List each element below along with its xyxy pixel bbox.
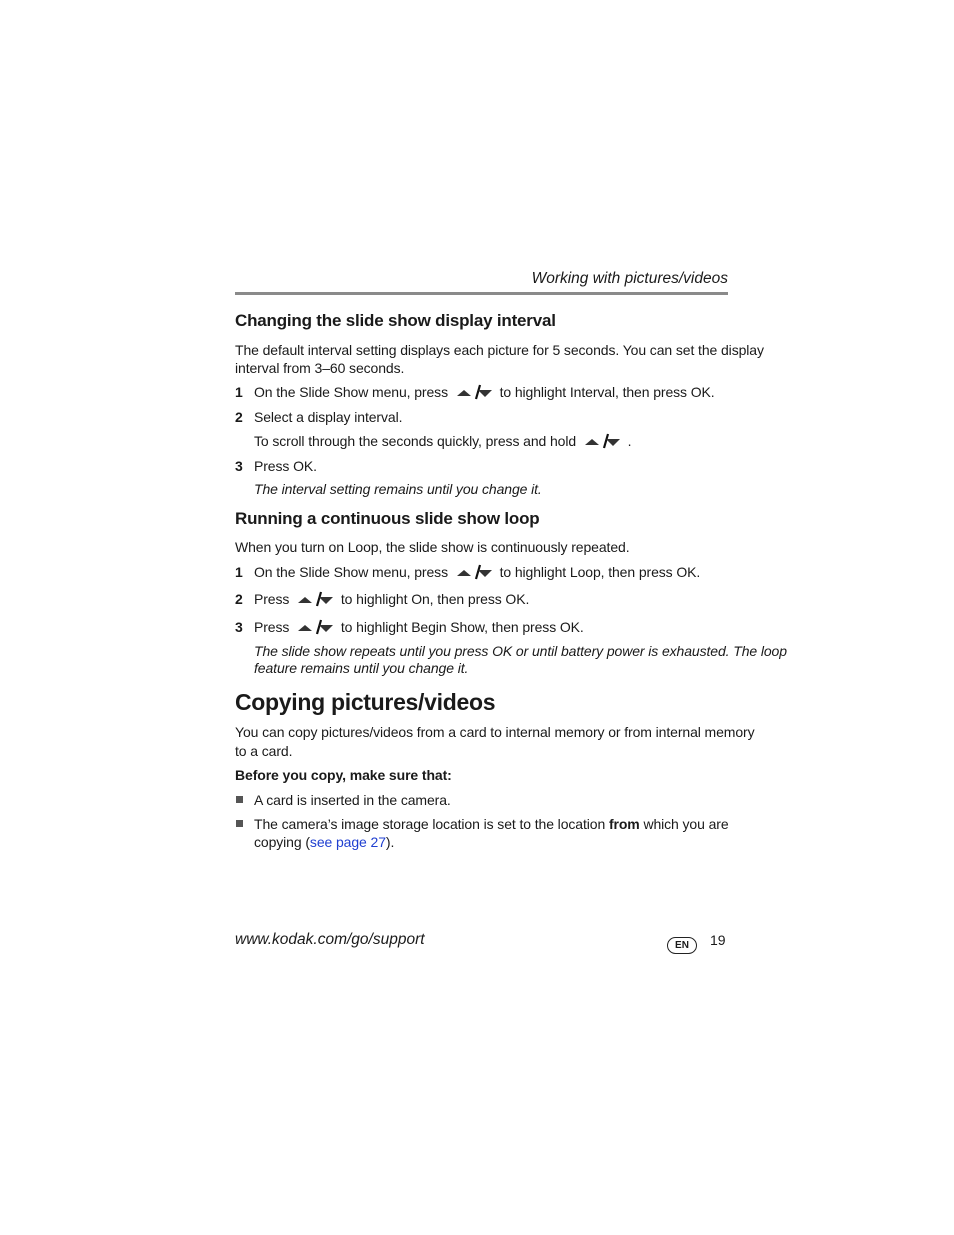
step-number: 2 xyxy=(235,409,243,425)
step-text: Press xyxy=(254,619,290,635)
section-heading-interval: Changing the slide show display interval xyxy=(235,311,556,330)
bullet-square-icon xyxy=(236,796,243,803)
step-text: Press xyxy=(254,591,290,607)
running-header: Working with pictures/videos xyxy=(531,270,728,287)
bullet-card-inserted: A card is inserted in the camera. xyxy=(254,792,451,808)
footer-url[interactable]: www.kodak.com/go/support xyxy=(235,931,425,948)
step-number: 1 xyxy=(235,384,243,400)
step-text: to highlight Interval, then press OK. xyxy=(499,384,715,400)
interval-step-2: Select a display interval. xyxy=(254,409,403,425)
up-down-arrows-icon xyxy=(297,591,333,611)
step-number: 1 xyxy=(235,564,243,580)
page-number: 19 xyxy=(710,932,726,948)
interval-step-3: Press OK. xyxy=(254,458,317,474)
step-number: 3 xyxy=(235,458,243,474)
bullet-bold-word: from xyxy=(608,816,640,832)
see-page-link[interactable]: see page 27 xyxy=(309,834,386,850)
copying-intro-line2: to a card. xyxy=(235,743,293,759)
copying-subheading: Before you copy, make sure that: xyxy=(235,767,452,783)
up-down-arrows-icon xyxy=(456,384,492,404)
loop-step-3 xyxy=(254,618,584,639)
language-badge: EN xyxy=(667,937,697,954)
copying-intro-line1: You can copy pictures/videos from a card to internal memory or from internal memory xyxy=(235,724,755,740)
bullet-text: ). xyxy=(385,834,395,850)
page-title-copying: Copying pictures/videos xyxy=(235,689,496,715)
bullet-text: copying ( xyxy=(254,834,310,850)
bullet-storage-line1 xyxy=(254,815,729,833)
loop-intro: When you turn on Loop, the slide show is continuously repeated. xyxy=(235,539,630,555)
tip-text: . xyxy=(627,433,632,449)
header-rule xyxy=(235,292,728,295)
step-text: On the Slide Show menu, press xyxy=(254,384,448,400)
loop-note-line2: feature remains until you change it. xyxy=(254,660,469,676)
step-text: to highlight Loop, then press OK. xyxy=(499,564,701,580)
tip-text: To scroll through the seconds quickly, press and hold xyxy=(254,433,577,449)
section-heading-loop: Running a continuous slide show loop xyxy=(235,509,540,528)
scroll-tip xyxy=(254,432,631,453)
step-text: to highlight On, then press OK. xyxy=(340,591,530,607)
bullet-text: which you are xyxy=(643,816,729,832)
interval-intro-line2: interval from 3–60 seconds. xyxy=(235,360,405,376)
bullet-storage-line2 xyxy=(254,833,394,851)
step-number: 2 xyxy=(235,591,243,607)
step-number: 3 xyxy=(235,619,243,635)
step-text: to highlight Begin Show, then press OK. xyxy=(340,619,584,635)
interval-step-1 xyxy=(254,383,715,404)
loop-step-2 xyxy=(254,590,529,611)
loop-step-1 xyxy=(254,563,700,584)
bullet-text: The camera’s image storage location is set to the location xyxy=(254,816,606,832)
up-down-arrows-icon xyxy=(297,619,333,639)
step-text: On the Slide Show menu, press xyxy=(254,564,448,580)
interval-note: The interval setting remains until you change it. xyxy=(254,481,542,497)
loop-note-line1: The slide show repeats until you press OK or until battery power is exhausted. The loop xyxy=(254,643,787,659)
bullet-square-icon xyxy=(236,820,243,827)
up-down-arrows-icon xyxy=(456,564,492,584)
up-down-arrows-icon xyxy=(584,433,620,453)
interval-intro-line1: The default interval setting displays each picture for 5 seconds. You can set the display xyxy=(235,342,764,358)
